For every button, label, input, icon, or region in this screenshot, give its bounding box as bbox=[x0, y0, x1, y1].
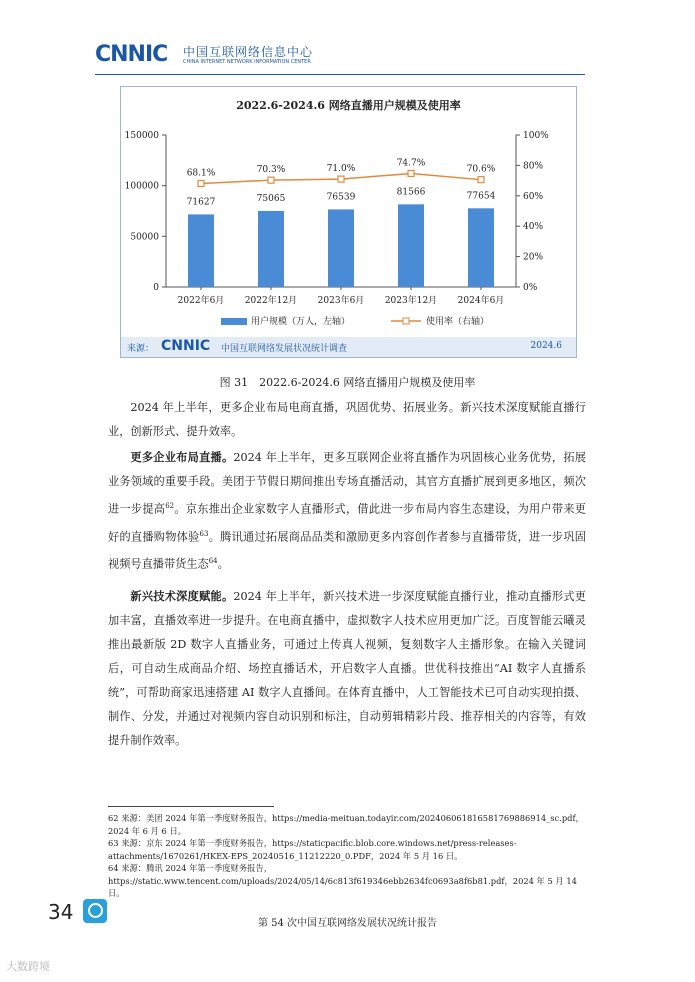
y-tick-label-left: 0 bbox=[153, 283, 159, 293]
paragraph-2 bbox=[108, 446, 586, 577]
line-point bbox=[478, 177, 484, 183]
line-value-label: 71.0% bbox=[326, 164, 356, 175]
paragraph-2-heading: 更多企业布局直播。 bbox=[130, 451, 234, 464]
cnnic-logo: CNNIC bbox=[95, 42, 168, 67]
header-divider bbox=[95, 74, 585, 75]
combo-chart bbox=[121, 87, 576, 337]
y-tick-label-left: 100000 bbox=[124, 181, 159, 192]
page-number: 34 bbox=[48, 900, 74, 924]
footnote-divider bbox=[108, 806, 274, 807]
footnote-ref-64[interactable]: 64 bbox=[208, 557, 218, 566]
legend-bar-swatch bbox=[221, 318, 247, 325]
bar-value-label: 76539 bbox=[326, 192, 356, 203]
y-tick-label-left: 50000 bbox=[130, 232, 159, 243]
source-bar bbox=[121, 337, 576, 357]
y-tick-label-right: 100% bbox=[523, 131, 549, 141]
footnote-ref-63[interactable]: 63 bbox=[199, 529, 209, 538]
chart-frame bbox=[120, 86, 577, 358]
line-point bbox=[268, 177, 274, 183]
paragraph-2-text-a: 2024 年上半年，更多互联网企业将直播作为巩固核心业务优势，拓展业务领域的重要手段。美团于节假日期间推出专场直播活动，其官方直播扩展到更多地区，频次进一步提高 bbox=[108, 451, 586, 516]
footnotes bbox=[108, 812, 588, 900]
y-tick-label-right: 80% bbox=[523, 161, 544, 172]
source-text: 中国互联网络发展状况统计调查 bbox=[221, 344, 348, 354]
footnote-63: 63 来源：京东 2024 年第一季度财务报告，https://staticpacific.blob.core.windows.net/press-releases-attachments/1670261/HKEX-EPS_20240516_11212220_0.PDF，2024 年 5 月 16 日。 bbox=[108, 838, 517, 861]
bar bbox=[468, 208, 494, 287]
watermark: 大数跨境 bbox=[6, 960, 50, 973]
paragraph-2-text-b: 。京东推出企业家数字人直播形式，借此进一步布局内容生态建设，为用户带来更好的直播购物体验 bbox=[108, 502, 586, 544]
footnote-62: 62 来源：美团 2024 年第一季度财务报告，https://media-meituan.todayir.com/20240606181658176988​6914_sc.pdf，2024 年 6 月 6 日。 bbox=[108, 813, 584, 836]
x-tick-label: 2022年6月 bbox=[177, 296, 225, 306]
line-value-label: 70.3% bbox=[256, 165, 286, 176]
y-tick-label-right: 60% bbox=[523, 191, 544, 202]
footnote-64: 64 来源：腾讯 2024 年第一季度财务报告，https://static.www.tencent.com/uploads/2024/05/14/6c813f619346ebb2634fc0693a8f6b81.pdf，2024 年 5 月 14 日。 bbox=[108, 863, 577, 898]
y-tick-label-left: 150000 bbox=[124, 131, 159, 141]
bar bbox=[258, 211, 284, 287]
x-tick-label: 2024年6月 bbox=[457, 296, 505, 306]
legend-line-label: 使用率（右轴） bbox=[426, 317, 490, 327]
chart-title: 2022.6-2024.6 网络直播用户规模及使用率 bbox=[236, 99, 461, 112]
source-date: 2024.6 bbox=[530, 341, 562, 351]
y-tick-label-right: 20% bbox=[523, 252, 544, 263]
paragraph-3-heading: 新兴技术深度赋能。 bbox=[130, 590, 234, 603]
body-paragraph-3 bbox=[108, 585, 586, 753]
paragraph-1: 2024 年上半年，更多企业布局电商直播，巩固优势、拓展业务。新兴技术深度赋能直播行业，创新形式、提升效率。 bbox=[108, 401, 586, 438]
footnote-ref-62[interactable]: 62 bbox=[165, 502, 175, 510]
page-header bbox=[95, 38, 595, 78]
bar bbox=[398, 204, 424, 287]
paragraph-2-text-d: 。 bbox=[217, 558, 229, 572]
line-point bbox=[198, 180, 204, 186]
paragraph-3-text: 2024 年上半年，新兴技术进一步深度赋能直播行业，推动直播形式更加丰富，直播效率进一步提升。在电商直播中，虚拟数字人技术应用更加广泛。百度智能云曦灵推出最新版 2D 数字人直播业务，可通过上传真人视频，复刻数字人主播形象。在输入关键词后，可自动生成商品介绍、场控直播话术，开启数字人直播。世优科技推出“AI 数字人直播系统”，可帮助商家迅速搭建 AI 数字人直播间。在体育直播中，人工智能技术已可自动实现拍摄、制作、分发，并通过对视频内容自动识别和标注，自动剪辑精彩片段、推荐相关的内容等，有效提升制作效率。 bbox=[108, 590, 586, 747]
source-logo: CNNIC bbox=[161, 338, 211, 354]
bar-value-label: 77654 bbox=[466, 191, 496, 202]
x-tick-label: 2022年12月 bbox=[244, 296, 298, 306]
bar-value-label: 71627 bbox=[186, 197, 216, 208]
bar-value-label: 75065 bbox=[256, 193, 286, 204]
line-value-label: 68.1% bbox=[186, 168, 216, 179]
legend-line-marker bbox=[403, 318, 409, 324]
footer-text: 第 54 次中国互联网络发展状况统计报告 bbox=[257, 918, 438, 929]
paragraph-2-text-c: 。腾讯通过拓展商品品类和激励更多内容创作者参与直播带货，进一步巩固视频号直播带货生态 bbox=[108, 530, 586, 572]
line-value-label: 70.6% bbox=[466, 164, 496, 175]
line-point bbox=[338, 176, 344, 182]
org-name-cn: 中国互联网络信息中心 bbox=[183, 45, 314, 59]
bar-value-label: 81566 bbox=[396, 187, 426, 198]
paragraph-3 bbox=[108, 585, 586, 753]
body-paragraph-1 bbox=[108, 396, 586, 444]
x-tick-label: 2023年6月 bbox=[317, 296, 365, 306]
y-tick-label-right: 40% bbox=[523, 222, 544, 233]
legend-bar-label: 用户规模（万人，左轴） bbox=[251, 317, 351, 327]
figure-caption: 图 31 2022.6-2024.6 网络直播用户规模及使用率 bbox=[219, 376, 476, 389]
body-paragraph-2 bbox=[108, 446, 586, 577]
bar bbox=[328, 209, 354, 287]
x-tick-label: 2023年12月 bbox=[384, 296, 438, 306]
bar bbox=[188, 214, 214, 287]
y-tick-label-right: 0% bbox=[523, 283, 538, 293]
line-value-label: 74.7% bbox=[396, 158, 426, 169]
source-label: 来源： bbox=[127, 344, 155, 354]
org-name-en: CHINA INTERNET NETWORK INFORMATION CENTER bbox=[183, 59, 311, 65]
line-point bbox=[408, 170, 414, 176]
